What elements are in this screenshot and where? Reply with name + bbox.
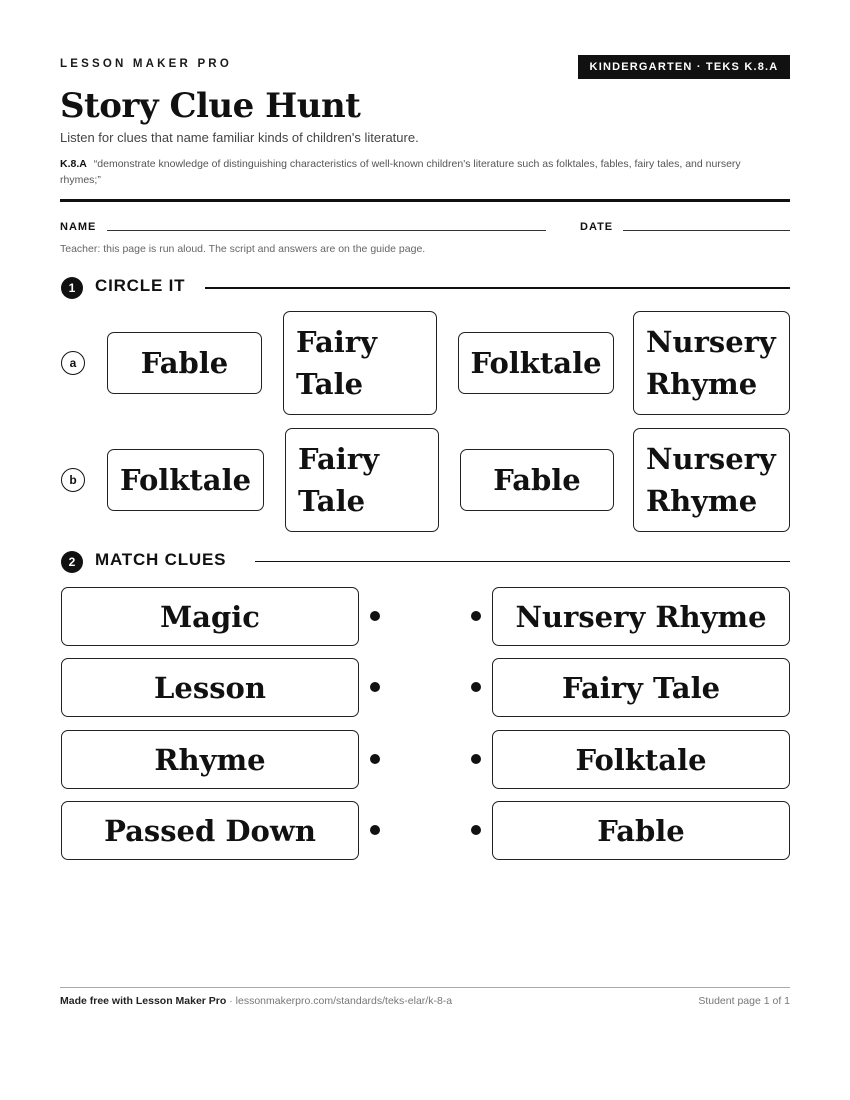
name-field[interactable]	[107, 230, 546, 231]
footer-divider	[60, 987, 790, 988]
brand-name: LESSON MAKER PRO	[60, 58, 232, 70]
choice-word: Tale	[298, 484, 366, 518]
choice-card-label	[298, 438, 379, 522]
match-answer-card[interactable]: Nursery Rhyme	[492, 587, 790, 646]
choice-card[interactable]	[107, 449, 264, 511]
choice-card[interactable]	[107, 332, 262, 394]
section-2-number: 2	[61, 551, 83, 573]
match-clue-card[interactable]: Magic	[61, 587, 359, 646]
date-label: DATE	[580, 221, 614, 233]
choice-word: Folktale	[470, 346, 602, 380]
choice-word: Folktale	[119, 463, 252, 497]
name-label: NAME	[60, 221, 97, 233]
footer-made-with: Made free with Lesson Maker Pro	[60, 995, 227, 1007]
section-1-rule	[205, 287, 790, 289]
match-dot-right[interactable]	[471, 682, 481, 692]
choice-word: Fable	[493, 463, 581, 497]
standard-code: K.8.A	[60, 158, 87, 170]
choice-card-label	[470, 346, 601, 380]
match-dot-right[interactable]	[471, 754, 481, 764]
choice-card[interactable]	[633, 428, 790, 532]
match-dot-left[interactable]	[370, 825, 380, 835]
choice-card-label	[120, 463, 251, 497]
match-answer-card[interactable]: Folktale	[492, 730, 790, 789]
footer-url[interactable]: · lessonmakerpro.com/standards/teks-elar/k-8-a	[226, 995, 453, 1007]
choice-word: Nursery	[646, 325, 776, 359]
circle-row-label-b: b	[61, 468, 85, 492]
teacher-note: Teacher: this page is run aloud. The script and answers are on the guide page.	[60, 243, 426, 255]
date-field[interactable]	[623, 230, 790, 231]
match-dot-left[interactable]	[370, 611, 380, 621]
choice-card-label	[493, 463, 581, 497]
footer-page-number: Student page 1 of 1	[698, 995, 790, 1007]
choice-card-label	[646, 438, 776, 522]
section-2-rule	[255, 561, 790, 562]
page-subtitle: Listen for clues that name familiar kinds of children's literature.	[60, 130, 419, 145]
match-dot-left[interactable]	[370, 682, 380, 692]
circle-row-label-a: a	[61, 351, 85, 375]
match-dot-right[interactable]	[471, 825, 481, 835]
choice-card-label	[141, 346, 229, 380]
grade-standard-badge: KINDERGARTEN · TEKS K.8.A	[578, 55, 790, 79]
choice-word: Rhyme	[646, 484, 758, 518]
match-answer-card[interactable]: Fairy Tale	[492, 658, 790, 717]
choice-word: Fairy	[298, 442, 379, 476]
section-1-number: 1	[61, 277, 83, 299]
section-1-title: CIRCLE IT	[95, 276, 186, 295]
choice-word: Tale	[296, 367, 364, 401]
page-title: Story Clue Hunt	[60, 86, 361, 126]
match-answer-card[interactable]: Fable	[492, 801, 790, 860]
choice-card[interactable]	[285, 428, 439, 532]
section-2-title: MATCH CLUES	[95, 550, 227, 569]
standard-description	[60, 156, 780, 188]
footer-credit	[60, 995, 452, 1007]
choice-word: Fairy	[296, 325, 377, 359]
choice-card-label	[296, 321, 377, 405]
choice-word: Nursery	[646, 442, 776, 476]
standard-text: “demonstrate knowledge of distinguishing characteristics of well-known children's literature such as folktales, fables, fairy tales, and nursery rhymes;”	[60, 158, 741, 186]
choice-card[interactable]	[283, 311, 437, 415]
match-clue-card[interactable]: Passed Down	[61, 801, 359, 860]
choice-word: Rhyme	[646, 367, 758, 401]
choice-card[interactable]	[458, 332, 614, 394]
match-dot-right[interactable]	[471, 611, 481, 621]
choice-card-label	[646, 321, 776, 405]
header-divider	[60, 199, 790, 202]
choice-card[interactable]	[460, 449, 614, 511]
match-clue-card[interactable]: Lesson	[61, 658, 359, 717]
match-clue-card[interactable]: Rhyme	[61, 730, 359, 789]
choice-card[interactable]	[633, 311, 790, 415]
choice-word: Fable	[140, 346, 229, 380]
match-dot-left[interactable]	[370, 754, 380, 764]
